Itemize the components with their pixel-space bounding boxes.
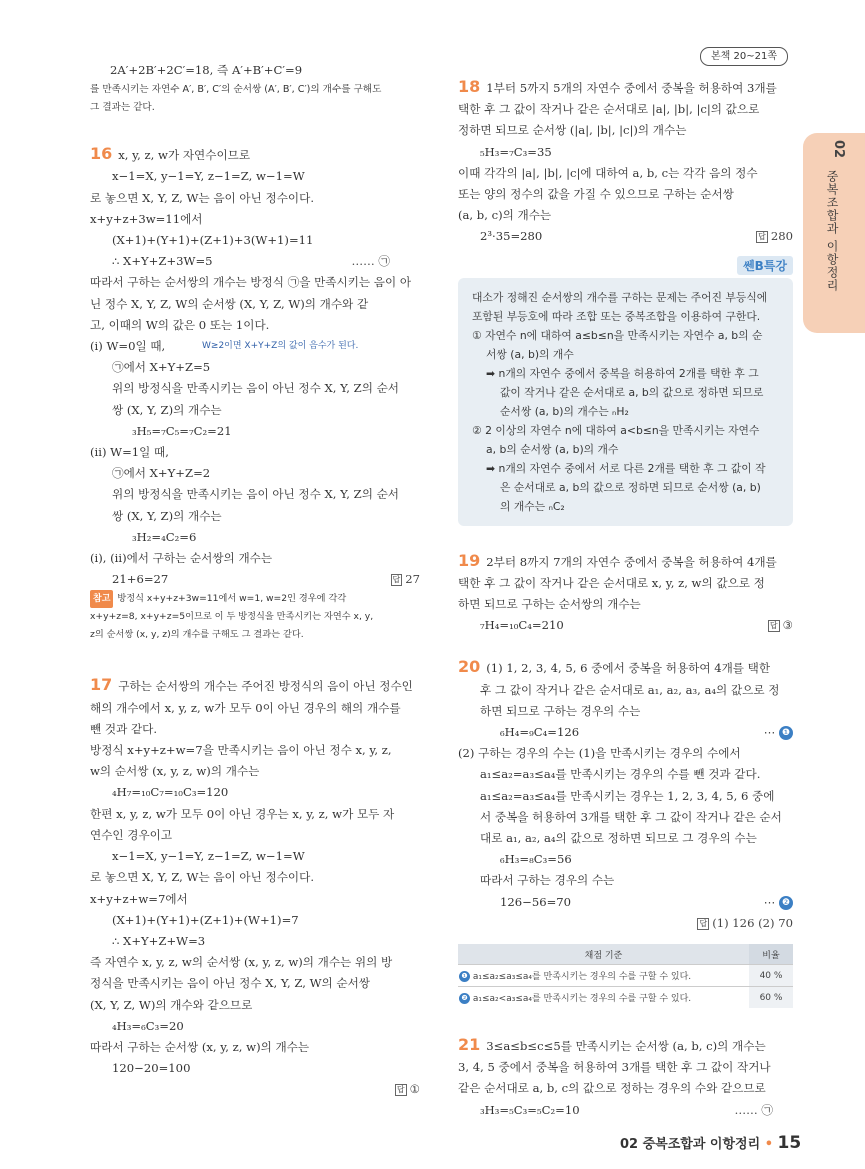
text-line: 쌍 (X, Y, Z)의 개수는 <box>112 508 222 523</box>
text-line: ₃H₃=₅C₃=₅C₂=10 <box>480 1102 580 1117</box>
text-line: 위의 방정식을 만족시키는 음이 아닌 정수 X, Y, Z의 순서 <box>112 381 399 396</box>
chapter-tab-title: 중복조합과 이항정리 <box>825 170 839 292</box>
text-line: ₆H₄=₉C₄=126 <box>500 725 580 740</box>
tip-line: ② 2 이상의 자연수 n에 대하여 a<b≤n을 만족시키는 자연수 <box>472 423 760 437</box>
answer-label: 답 <box>758 232 766 242</box>
answer-value: 280 <box>770 229 793 244</box>
problem-21 <box>458 1034 793 1057</box>
tip-line: 포함된 부등호에 따라 조합 또는 중복조합을 이용하여 구한다. <box>472 309 761 323</box>
tip-line: 의 개수는 ₙC₂ <box>500 499 565 513</box>
text-line: 로 놓으면 X, Y, Z, W는 음이 아닌 정수이다. <box>90 870 314 885</box>
special-tip-label: 쎈B특강 <box>737 256 793 275</box>
page-number: 15 <box>777 1133 802 1153</box>
text-line: 2³·35=280 <box>480 229 543 244</box>
step-one-badge: ❶ <box>779 726 793 740</box>
text-line: (1) 1, 2, 3, 4, 5, 6 중에서 중복을 허용하여 4개를 택한 <box>486 661 771 676</box>
left-column <box>90 60 420 1101</box>
problem-number: 21 <box>458 1035 481 1055</box>
text-line: 즉 자연수 x, y, z, w의 순서쌍 (x, y, z, w)의 개수는 위의 방 <box>90 955 393 970</box>
tip-line: a, b의 순서쌍 (a, b)의 개수 <box>486 442 619 456</box>
step-line <box>458 892 793 913</box>
text-line: 서 중복을 허용하여 3개를 택한 후 그 값이 작거나 같은 순서 <box>480 809 782 824</box>
answer-value: 27 <box>405 572 420 587</box>
text-line: 한편 x, y, z, w가 모두 0이 아닌 경우는 x, y, z, w가 모두 자 <box>90 806 395 821</box>
text-line: ₇H₄=₁₀C₄=210 <box>480 618 564 633</box>
text-line: 쌍 (X, Y, Z)의 개수는 <box>112 402 222 417</box>
text-line: ∴ X+Y+Z+W=3 <box>112 933 206 948</box>
footer-separator: • <box>764 1137 774 1152</box>
answer <box>697 913 793 934</box>
tip-line: 대소가 정해진 순서쌍의 개수를 구하는 문제는 주어진 부등식에 <box>472 290 768 304</box>
text-line: 3, 4, 5 중에서 중복을 허용하여 3개를 택한 후 그 값이 작거나 <box>458 1060 771 1075</box>
tip-line: 은 순서대로 a, b의 값으로 정하면 되므로 순서쌍 (a, b) <box>500 480 761 494</box>
answer-label: 답 <box>769 621 778 631</box>
text-line: 같은 순서대로 a, b, c의 값으로 정하는 경우의 수와 같으므로 <box>458 1081 766 1096</box>
problem-19 <box>458 550 793 573</box>
answer <box>391 569 421 590</box>
step-two-badge: ❷ <box>459 993 470 1004</box>
text-line: ₅H₃=₇C₃=35 <box>480 144 552 159</box>
table-header: 채점 기준 <box>458 944 749 965</box>
text-line: 1부터 5까지 5개의 자연수 중에서 중복을 허용하여 3개를 <box>486 81 777 95</box>
text-line: 고, 이때의 W의 값은 0 또는 1이다. <box>90 317 270 332</box>
problem-17 <box>90 674 420 697</box>
equation-mark: …… ㉠ <box>351 254 390 269</box>
answer-label: 답 <box>392 575 401 585</box>
margin-note: W≥2이면 X+Y+Z의 값이 음수가 된다. <box>202 341 359 352</box>
tip-line: 서쌍 (a, b)의 개수 <box>486 347 574 361</box>
text-line: 126−56=70 <box>500 894 572 909</box>
table-header-row <box>458 944 793 965</box>
step-two-badge: ❷ <box>779 896 793 910</box>
table-cell: 40 % <box>749 965 793 987</box>
text-line: 정하면 되므로 순서쌍 (|a|, |b|, |c|)의 개수는 <box>458 123 687 138</box>
tip-line: 값이 작거나 같은 순서대로 a, b의 값으로 정하면 되므로 <box>500 385 764 399</box>
text-line: 120−20=100 <box>112 1061 191 1076</box>
tip-line: ➡ n개의 자연수 중에서 중복을 허용하여 2개를 택한 후 그 <box>486 366 759 380</box>
problem-16 <box>90 143 420 166</box>
text-line: (i) W=0일 때, <box>90 339 166 354</box>
text-line: (X+1)+(Y+1)+(Z+1)+3(W+1)=11 <box>112 233 314 248</box>
text-line: x, y, z, w가 자연수이므로 <box>118 148 251 163</box>
text-line: z의 순서쌍 (x, y, z)의 개수를 구해도 그 결과는 같다. <box>90 629 304 641</box>
text-line: (2) 구하는 경우의 수는 (1)을 만족시키는 경우의 수에서 <box>458 746 741 761</box>
text-line: 따라서 구하는 순서쌍 (x, y, z, w)의 개수는 <box>90 1039 310 1054</box>
text-line: 따라서 구하는 순서쌍의 개수는 방정식 ㉠을 만족시키는 음이 아 <box>90 275 412 290</box>
text-line: 후 그 값이 작거나 같은 순서대로 a₁, a₂, a₃, a₄의 값으로 정 <box>480 682 780 697</box>
case-line <box>90 336 420 357</box>
answer-line <box>458 913 793 934</box>
page-footer <box>620 1133 801 1153</box>
text-line: ㉠에서 X+Y+Z=2 <box>112 466 211 481</box>
text-line: 방정식 x+y+z+3w=11에서 w=1, w=2인 경우에 각각 <box>117 593 347 605</box>
text-line: x+y+z+w=7에서 <box>90 891 188 906</box>
answer <box>395 1079 420 1100</box>
table-row <box>458 965 793 987</box>
text-line: 따라서 구하는 경우의 수는 <box>480 873 615 888</box>
reference-line <box>90 590 420 608</box>
text-line: ₄H₃=₆C₃=20 <box>112 1018 184 1033</box>
table-cell: 60 % <box>749 987 793 1009</box>
text-line: 방정식 x+y+z+w=7을 만족시키는 음이 아닌 정수 x, y, z, <box>90 743 392 758</box>
answer-line <box>90 1079 420 1100</box>
text-line: ㉠에서 X+Y+Z=5 <box>112 360 211 375</box>
text-line: a₁≤a₂=a₃≤a₄를 만족시키는 경우는 1, 2, 3, 4, 5, 6 중에 <box>480 788 775 803</box>
text-line: a₁≤a₂=a₃≤a₄를 만족시키는 경우의 수를 뺀 것과 같다. <box>480 767 761 782</box>
tip-line: ➡ n개의 자연수 중에서 서로 다른 2개를 택한 후 그 값이 작 <box>486 461 766 475</box>
problem-20 <box>458 656 793 679</box>
table-cell <box>458 965 749 987</box>
text-line: (i), (ii)에서 구하는 순서쌍의 개수는 <box>90 551 273 566</box>
text-line: 대로 a₁, a₂, a₄의 값으로 정하면 되므로 그 경우의 수는 <box>480 831 757 846</box>
text-line: ₆H₃=₈C₃=56 <box>500 852 572 867</box>
footer-chapter: 02 중복조합과 이항정리 <box>620 1137 761 1152</box>
step-mark: ⋯ ❷ <box>764 892 793 913</box>
answer-label: 답 <box>699 918 708 928</box>
special-tip-box <box>458 258 793 526</box>
text-line: (a, b, c)의 개수는 <box>458 208 552 223</box>
scoring-table <box>458 944 793 1008</box>
text-line: 하면 되므로 구하는 순서쌍의 개수는 <box>458 597 641 612</box>
text-line: 이때 각각의 |a|, |b|, |c|에 대하여 a, b, c는 각각 음의 정수 <box>458 165 758 180</box>
text-line: x+y+z+3w=11에서 <box>90 211 203 226</box>
table-row <box>458 987 793 1009</box>
equation-line <box>90 251 420 272</box>
text-line: (X, Y, Z, W)의 개수와 같으므로 <box>90 997 253 1012</box>
table-cell <box>458 987 749 1009</box>
reference-badge: 참고 <box>90 590 113 608</box>
text-line: 위의 방정식을 만족시키는 음이 아닌 정수 X, Y, Z의 순서 <box>112 487 399 502</box>
text-line: 정식을 만족시키는 음이 아닌 정수 X, Y, Z, W의 순서쌍 <box>90 976 370 991</box>
text-line: (ii) W=1일 때, <box>90 445 169 460</box>
answer-line <box>458 615 793 636</box>
chapter-tab-number: 02 <box>831 140 846 159</box>
answer <box>756 226 793 247</box>
text-line: x−1=X, y−1=Y, z−1=Z, w−1=W <box>112 169 305 184</box>
problem-number: 17 <box>90 675 113 695</box>
text-line: w의 순서쌍 (x, y, z, w)의 개수는 <box>90 764 260 779</box>
problem-18 <box>458 76 793 99</box>
equation-mark: …… ㉠ <box>734 1102 773 1117</box>
answer-value: ① <box>409 1082 420 1097</box>
text-line: 해의 개수에서 x, y, z, w가 모두 0이 아닌 경우의 해의 개수를 <box>90 700 401 715</box>
step-one-badge: ❶ <box>459 971 470 982</box>
text-line: 또는 양의 정수의 값을 가질 수 있으므로 구하는 순서쌍 <box>458 187 734 202</box>
right-column <box>458 76 793 1121</box>
text-line: 로 놓으면 X, Y, Z, W는 음이 아닌 정수이다. <box>90 190 314 205</box>
text-line: x+y+z=8, x+y+z=5이므로 이 두 방정식을 만족시키는 자연수 x, y, <box>90 611 374 623</box>
tip-line: ① 자연수 n에 대하여 a≤b≤n을 만족시키는 자연수 a, b의 순 <box>472 328 763 342</box>
text-line: 그 결과는 같다. <box>90 102 155 114</box>
page-reference-tag: 본책 20~21쪽 <box>700 47 788 66</box>
answer-value: ③ <box>782 618 793 633</box>
equation-line <box>458 1100 793 1121</box>
text-line: 2A′+2B′+2C′=18, 즉 A′+B′+C′=9 <box>110 63 303 77</box>
answer-label: 답 <box>396 1085 405 1095</box>
text-line: 택한 후 그 값이 작거나 같은 순서대로 x, y, z, w의 값으로 정 <box>458 575 765 590</box>
answer <box>768 615 793 636</box>
text-line: ∴ X+Y+Z+3W=5 <box>112 254 213 269</box>
problem-number: 16 <box>90 144 113 164</box>
tip-line: 순서쌍 (a, b)의 개수는 ₙH₂ <box>500 404 629 418</box>
text-line: 를 만족시키는 자연수 A′, B′, C′의 순서쌍 (A′, B′, C′)의 개수를 구해도 <box>90 84 382 96</box>
answer-line <box>90 569 420 590</box>
criteria-text: a₁≤a₂≤a₃≤a₄를 만족시키는 경우의 수를 구할 수 있다. <box>472 972 692 983</box>
text-line: (X+1)+(Y+1)+(Z+1)+(W+1)=7 <box>112 912 299 927</box>
problem-number: 19 <box>458 550 481 570</box>
answer-value: (1) 126 (2) 70 <box>712 915 793 930</box>
problem-number: 20 <box>458 657 481 677</box>
text-line: ₃H₅=₇C₅=₇C₂=21 <box>132 423 232 438</box>
criteria-text: a₁≤a₂<a₃≤a₄를 만족시키는 경우의 수를 구할 수 있다. <box>472 994 692 1005</box>
text-line: 연수인 경우이고 <box>90 827 173 842</box>
text-line: x−1=X, y−1=Y, z−1=Z, w−1=W <box>112 849 305 864</box>
answer-line <box>458 226 793 247</box>
step-line <box>458 722 793 743</box>
text-line: 닌 정수 X, Y, Z, W의 순서쌍 (X, Y, Z, W)의 개수와 같 <box>90 296 369 311</box>
problem-number: 18 <box>458 77 481 96</box>
text-line: 택한 후 그 값이 작거나 같은 순서대로 |a|, |b|, |c|의 값으로 <box>458 102 760 117</box>
table-header: 비율 <box>749 944 793 965</box>
text-line: 하면 되므로 구하는 경우의 수는 <box>480 703 641 718</box>
text-line: 구하는 순서쌍의 개수는 주어진 방정식의 음이 아닌 정수인 <box>118 679 413 694</box>
text-line: 2부터 8까지 7개의 자연수 중에서 중복을 허용하여 4개를 <box>486 554 777 569</box>
text-line: 3≤a≤b≤c≤5를 만족시키는 순서쌍 (a, b, c)의 개수는 <box>486 1039 766 1054</box>
step-mark: ⋯ ❶ <box>764 722 793 743</box>
text-line: 21+6=27 <box>112 572 169 587</box>
text-line: 뺀 것과 같다. <box>90 721 158 736</box>
text-line: ₄H₇=₁₀C₇=₁₀C₃=120 <box>112 785 229 800</box>
text-line: ₃H₂=₄C₂=6 <box>132 529 197 544</box>
